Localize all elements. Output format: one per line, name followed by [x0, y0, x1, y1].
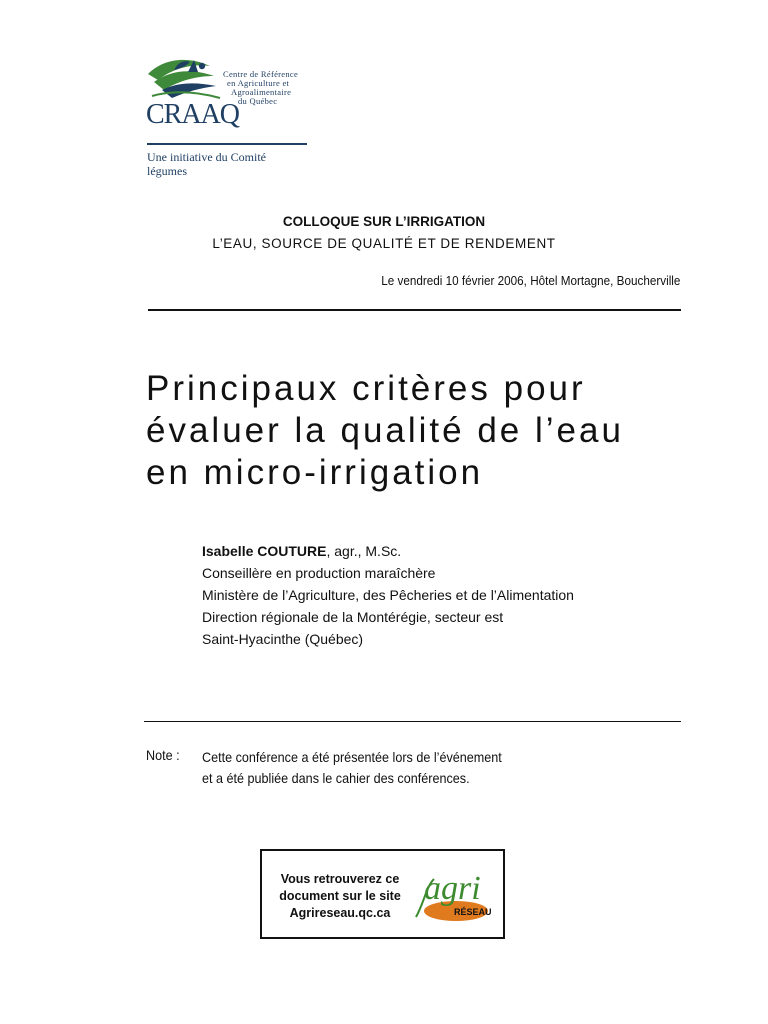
banner-line: document sur le site	[279, 889, 401, 903]
logo-divider	[147, 143, 307, 145]
agrireseau-logo-icon	[404, 857, 496, 933]
section-divider	[144, 721, 681, 722]
author-affiliation-line: Conseillère en production maraîchère	[202, 565, 436, 581]
author-affiliation-line: Ministère de l’Agriculture, des Pêcheries et de l’Alimentation	[202, 587, 574, 603]
colloque-subtitle: L’EAU, SOURCE DE QUALITÉ ET DE RENDEMENT	[212, 236, 556, 251]
author-block	[202, 540, 574, 650]
org-name-line: Agroalimentaire	[231, 87, 292, 97]
event-date-location: Le vendredi 10 février 2006, Hôtel Mortagne, Boucherville	[380, 273, 680, 288]
author-name-line	[202, 540, 574, 562]
initiative-line: Une initiative du Comité	[147, 150, 266, 164]
author-affiliation-line: Saint-Hyacinthe (Québec)	[202, 631, 364, 647]
note-line: Cette conférence a été présentée lors de l’événement	[202, 749, 502, 765]
title-line: Principaux critères pour	[146, 369, 586, 408]
note-line: et a été publiée dans le cahier des conférences.	[202, 770, 470, 786]
org-name-line: du Québec	[238, 96, 278, 106]
note-text	[202, 747, 502, 789]
title-line: évaluer la qualité de l’eau	[146, 411, 624, 450]
org-name-line: Centre de Référence	[223, 69, 299, 79]
org-name-line: en Agriculture et	[227, 78, 290, 88]
title-line: en micro-irrigation	[146, 453, 484, 492]
author-name: Isabelle COUTURE	[202, 543, 327, 559]
header-divider	[148, 309, 681, 311]
agrireseau-banner[interactable]	[260, 849, 505, 939]
author-credentials: , agr., M.Sc.	[326, 543, 402, 559]
agrireseau-text	[270, 871, 410, 922]
colloque-title: COLLOQUE SUR L’IRRIGATION	[282, 214, 486, 229]
author-affiliation-line: Direction régionale de la Montérégie, secteur est	[202, 609, 504, 625]
banner-line: Vous retrouverez ce	[280, 872, 400, 886]
banner-link[interactable]: Agrireseau.qc.ca	[289, 906, 391, 920]
reseau-badge: RÉSEAU	[454, 907, 492, 917]
craaq-acronym: CRAAQ	[146, 99, 240, 130]
note-label: Note :	[146, 747, 180, 763]
craaq-logo	[144, 52, 324, 182]
document-title	[146, 368, 726, 494]
initiative-line: légumes	[147, 164, 187, 178]
agri-word: agri	[424, 870, 481, 907]
